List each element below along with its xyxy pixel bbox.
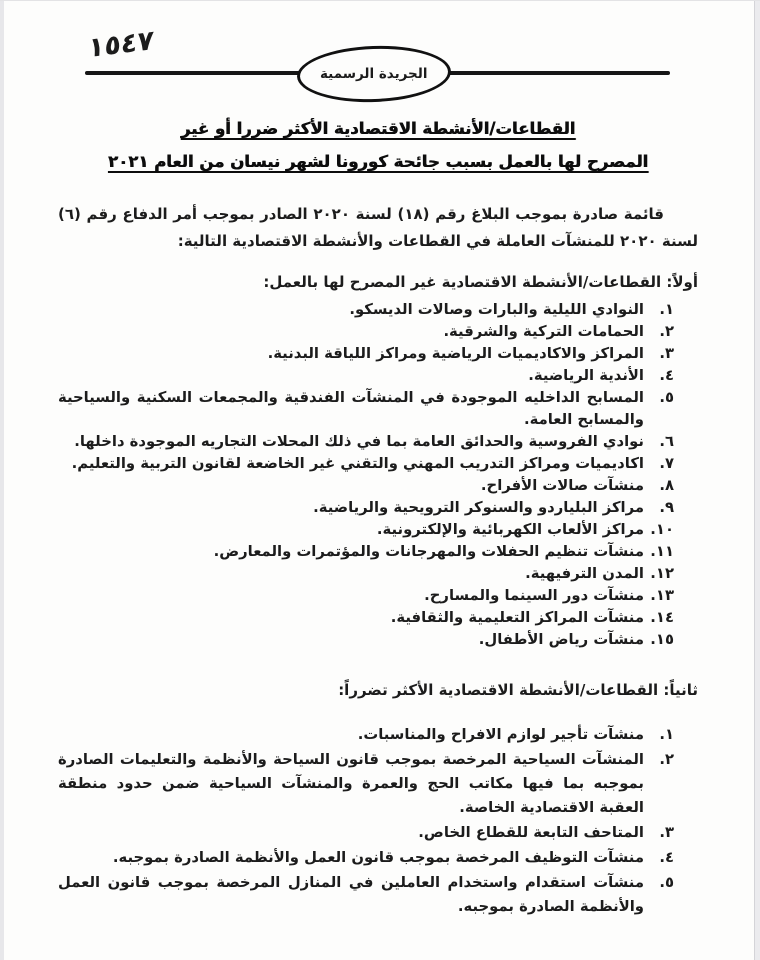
list-item <box>58 431 674 453</box>
page-header <box>0 1 760 103</box>
list-item-text: منشآت تأجير لوازم الافراح والمناسبات. <box>357 726 644 743</box>
list-item-text: نوادي الفروسية والحدائق العامة بما في ذلك المحلات التجاريه الموجودة داخلها. <box>74 433 644 450</box>
list-item-number: ١. <box>659 726 674 743</box>
list-item-number: ٣. <box>659 345 674 362</box>
list-item <box>58 871 674 919</box>
list-item-number: ١٣. <box>650 587 674 604</box>
list-item <box>58 321 674 343</box>
list-item <box>58 299 674 321</box>
list-item-number: ١٤. <box>650 609 674 626</box>
document-title-line1: القطاعات/الأنشطة الاقتصادية الأكثر ضررا أو غير <box>180 119 576 138</box>
list-item-text: مراكز الألعاب الكهربائية والإلكترونية. <box>376 521 644 538</box>
list-item-number: ٢. <box>659 751 674 768</box>
list-item-number: ٤. <box>659 849 674 866</box>
list-item-number: ٦. <box>659 433 674 450</box>
list-item-text: اكاديميات ومراكز التدريب المهني والتقني غير الخاضعة لقانون التربية والتعليم. <box>71 455 644 472</box>
list-item-text: منشآت تنظيم الحفلات والمهرجانات والمؤتمرات والمعارض. <box>213 543 644 560</box>
scan-edge-right <box>754 1 760 960</box>
list-item <box>58 607 674 629</box>
list-item-number: ١١. <box>650 543 674 560</box>
list-item-number: ١٠. <box>650 521 674 538</box>
list-item-number: ٨. <box>659 477 674 494</box>
list-item <box>58 453 674 475</box>
document-title-line2: المصرح لها بالعمل بسبب جائحة كورونا لشهر نيسان من العام ٢٠٢١ <box>107 152 649 171</box>
list-item-text: المدن الترفيهية. <box>525 565 644 582</box>
list-item-text: منشآت المراكز التعليمية والثقافية. <box>390 609 644 626</box>
list-item <box>58 585 674 607</box>
scan-edge-left <box>0 1 4 960</box>
list-item <box>58 846 674 870</box>
list-item-text: المنشآت السياحية المرخصة بموجب قانون السياحة والأنظمة والتعليمات الصادرة بموجبه بما فيها مكاتب الحج والعمرة والمنشآت السياحية ضمن حدود منطقة العقبة الاقتصادية الخاصة. <box>58 751 644 816</box>
list-item-number: ٤. <box>659 367 674 384</box>
list-item-text: منشآت التوظيف المرخصة بموجب قانون العمل والأنظمة الصادرة بموجبه. <box>112 849 644 866</box>
list-item-text: منشآت صالات الأفراح. <box>480 477 644 494</box>
document-title <box>58 112 698 178</box>
list-item-number: ٥. <box>659 389 674 406</box>
list-item <box>58 541 674 563</box>
list-item-number: ٩. <box>659 499 674 516</box>
list-item-number: ٣. <box>659 824 674 841</box>
list-item-text: الحمامات التركية والشرقية. <box>443 323 644 340</box>
list-item-number: ٧. <box>659 455 674 472</box>
list-item-text: مراكز البلياردو والسنوكر الترويحية والرياضية. <box>313 499 644 516</box>
section2-list <box>58 723 698 919</box>
list-item <box>58 748 674 820</box>
list-item <box>58 343 674 365</box>
list-item-text: المتاحف التابعة للقطاع الخاص. <box>418 824 644 841</box>
list-item <box>58 475 674 497</box>
list-item-text: المسابح الداخليه الموجودة في المنشآت الفندقية والمجمعات السكنية والسياحية والمسابح العامة. <box>58 389 644 428</box>
list-item-number: ٢. <box>659 323 674 340</box>
list-item <box>58 387 674 431</box>
list-item-number: ١٢. <box>650 565 674 582</box>
list-item-number: ١. <box>659 301 674 318</box>
list-item-text: منشآت استقدام واستخدام العاملين في المنازل المرخصة بموجب قانون العمل والأنظمة الصادرة بموجبه. <box>58 874 644 915</box>
list-item-text: المراكز والاكاديميات الرياضية ومراكز اللياقة البدنية. <box>267 345 644 362</box>
list-item-number: ٥. <box>659 874 674 891</box>
intro-paragraph: قائمة صادرة بموجب البلاغ رقم (١٨) لسنة ٢٠٢٠ الصادر بموجب أمر الدفاع رقم (٦) لسنة ٢٠٢٠ للمنشآت العاملة في القطاعات والأنشطة الاقتصادية التالية: <box>58 205 698 250</box>
section1-heading: أولاً: القطاعات/الأنشطة الاقتصادية غير المصرح لها بالعمل: <box>263 273 698 291</box>
list-item-text: النوادي الليلية والبارات وصالات الديسكو. <box>349 301 644 318</box>
list-item-text: الأندية الرياضية. <box>528 367 644 384</box>
list-item <box>58 519 674 541</box>
list-item <box>58 821 674 845</box>
document-body <box>0 112 760 919</box>
list-item <box>58 563 674 585</box>
list-item-number: ١٥. <box>650 631 674 648</box>
list-item <box>58 365 674 387</box>
list-item-text: منشآت دور السينما والمسارح. <box>424 587 644 604</box>
gazette-banner-oval <box>296 43 452 104</box>
list-item <box>58 723 674 747</box>
gazette-banner-label: الجريدة الرسمية <box>320 65 428 82</box>
section1-list <box>58 299 698 651</box>
list-item <box>58 629 674 651</box>
list-item-text: منشآت رياض الأطفال. <box>478 631 644 648</box>
page-number: ١٥٤٧ <box>87 24 155 65</box>
list-item <box>58 497 674 519</box>
section-spacer <box>58 651 698 665</box>
section2-heading: ثانياً: القطاعات/الأنشطة الاقتصادية الأكثر تضرراً: <box>338 681 698 699</box>
